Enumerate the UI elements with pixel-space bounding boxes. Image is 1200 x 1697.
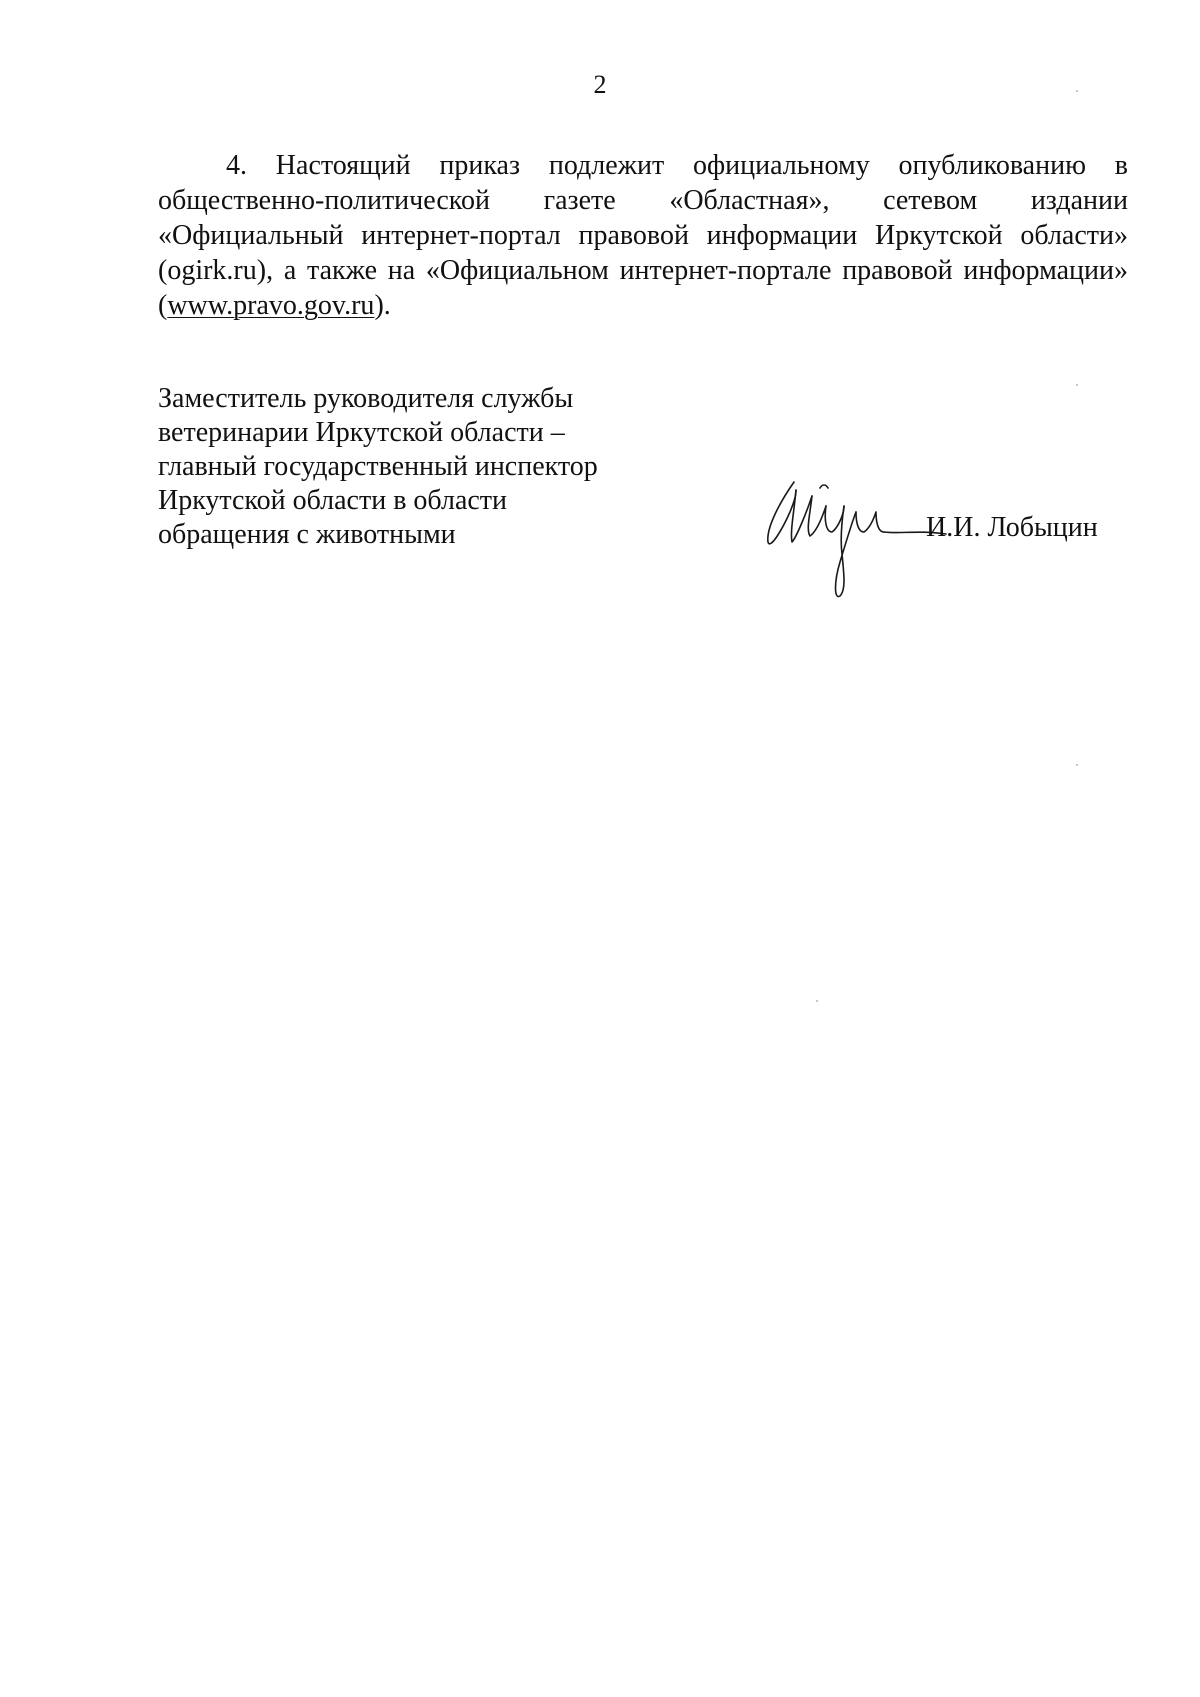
paragraph-line: общественно-политической газете «Областная», сетевом издании (158, 185, 1128, 216)
paragraph-line: 4. Настоящий приказ подлежит официальному опубликованию в (226, 150, 1128, 181)
signatory-title (158, 382, 718, 552)
signer-name: И.И. Лобыцин (926, 512, 1098, 543)
signature-area (760, 462, 1120, 602)
paragraph-line: (ogirk.ru), а также на «Официальном интернет-портале правовой информации» (158, 255, 1128, 286)
scan-speck (1076, 90, 1078, 92)
publication-paragraph (158, 148, 1128, 323)
page-number: 2 (593, 70, 607, 99)
handwritten-signature (760, 462, 950, 602)
signatory-title-line: Иркутской области в области (158, 485, 508, 516)
signatory-title-line: главный государственный инспектор (158, 451, 598, 482)
scan-speck (1076, 764, 1078, 766)
pravo-link[interactable]: www.pravo.gov.ru (167, 290, 375, 321)
signatory-title-line: обращения с животными (158, 519, 456, 550)
scan-speck (816, 1000, 818, 1002)
paragraph-line: «Официальный интернет-портал правовой информации Иркутской области» (158, 220, 1128, 251)
scan-speck (1076, 384, 1078, 386)
signatory-title-line: Заместитель руководителя службы (158, 383, 574, 414)
paragraph-last-line: (www.pravo.gov.ru). (158, 290, 391, 321)
paragraph-last-line-tail: ). (374, 290, 391, 321)
signatory-title-line: ветеринарии Иркутской области – (158, 417, 565, 448)
